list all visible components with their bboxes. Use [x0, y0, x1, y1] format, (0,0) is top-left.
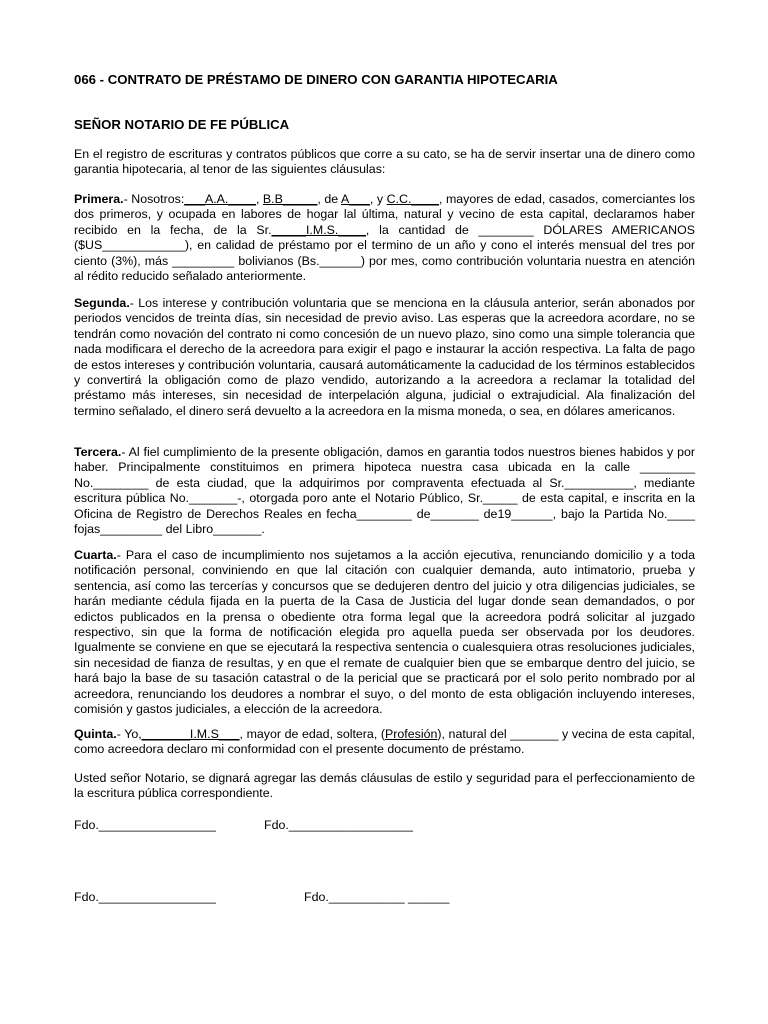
- clause-segunda: [74, 296, 695, 419]
- clause-heading: Segunda.: [74, 296, 130, 310]
- clause-heading: Primera.: [74, 192, 124, 206]
- closing-paragraph: Usted señor Notario, se dignará agregar las demás cláusulas de estilo y seguridad para el perfeccionamiento de la escritura pública correspondiente.: [74, 771, 695, 801]
- clause-text: , y: [369, 192, 387, 206]
- clause-text: , mayores de edad, casados, comerciantes los dos primeros, y ocupada en labores de hogar lal última, natural y vecino de esta capital, declaramos haber recibido en la fecha, de la Sr.: [74, 192, 696, 237]
- clause-heading: Tercera.: [74, 445, 122, 459]
- clause-text: ), natural del _______ y vecina de esta capital, como acreedora declaro mi conformidad con el presente documento de préstamo.: [74, 727, 695, 757]
- intro-paragraph: En el registro de escrituras y contratos públicos que corre a su cato, se ha de servir insertar una de dinero como garantia hipotecaria, al tenor de las siguientes cláusulas:: [74, 147, 695, 177]
- clause-text: - Para el caso de incumplimiento nos sujetamos a la acción ejecutiva, renunciando domicilio y a toda notificación personal, conviniendo en que lal citación con cualquier demanda, auto intimatorio, prueba y sentencia, así como las tercerías y concursos que se dedujeren dentro del juicio y otra diligencias judiciales, se harán mediante cédula fijada en la puerta de la Casa de Justicia del lugar donde sean demandados, o por edictos publicados en la prensa o obediente otra forma legal que la acreedora podrá solicitar al juzgado respectivo, sin que la forma de notificación elegida pro aquella pueda ser observada por los deudores. Igualmente se conviene en que se ejecutará la respectiva sentencia o cualesquiera otras resoluciones judiciales, sin necesidad de fianza de resultas, y en que el remate de cualquier bien que se embarque dentro del juicio, se hará bajo la base de su tasación catastral o de la pericial que se practicará por el solo perito nombrado por al acreedora, renunciando los deudores a nombrar el suyo, o del monto de esta obligación incluyendo intereses, comisión y gastos judiciales, a elección de la acreedora.: [74, 548, 695, 717]
- party-placeholder: ___A.A.____: [184, 192, 256, 206]
- clause-text: ,: [255, 192, 263, 206]
- clause-tercera: [74, 445, 695, 537]
- clause-cuarta: [74, 548, 695, 717]
- clause-heading: Quinta.: [74, 727, 117, 741]
- clause-text: - Al fiel cumplimiento de la presente obligación, damos en garantia todos nuestros bienes habidos y por haber. Principalmente constituimos en primera hipoteca nuestra casa ubicada en la calle ________ No.________ de esta ciudad, que la adquirimos por compraventa efectuada al Sr.__________, mediante escritura pública No._______-, otorgada poro ante el Notario Público, Sr._____ de esta capital, e inscrita en la Oficina de Registro de Derechos Reales en fecha________ de_______ de19______, bajo la Partida No.____ fojas_________ del Libro_______.: [74, 445, 695, 537]
- party-placeholder: C.C.____: [386, 192, 439, 206]
- clause-quinta: [74, 727, 695, 758]
- party-placeholder: ,_______I.M.S___: [138, 727, 240, 741]
- clause-text: , de: [317, 192, 341, 206]
- clause-text: , la cantidad de ________ DÓLARES AMERICANOS ($US____________), en calidad de préstamo por el termino de un año y cono el interés mensual del tres por ciento (3%), más _________ bolivianos (Bs.______) por mes, como contribución voluntaria nuestra en atención al rédito reducido señalado anteriormente.: [74, 222, 695, 284]
- signature-line: Fdo._________________: [74, 890, 216, 904]
- signature-line: Fdo.__________________: [264, 818, 413, 832]
- clause-heading: Cuarta.: [74, 548, 117, 562]
- clause-text: - Los interese y contribución voluntaria que se menciona en la cláusula anterior, serán abonados por periodos vencidos de treinta días, sin necesidad de previo aviso. Las esperas que la acreedora acordare, no se tendrán como novación del contrato ni como concesión de un nuevo plazo, sino como una simple tolerancia que nada modificara el derecho de la acreedora para exigir el pago e instaurar la acción respectiva. La falta de pago de estos intereses y contribución voluntaria, causará automáticamente la caducidad de los términos establecidos y convertirá la obligación como de plazo vendido, autorizando a la acreedora a reclamar la totalidad del préstamo más intereses, sin necesidad de interpelación alguna, judicial o extrajudicial. Ala finalización del termino señalado, el dinero será devuelto a la acreedora en la misma moneda, o sea, en dólares americanos.: [74, 296, 695, 418]
- document-title: 066 - CONTRATO DE PRÉSTAMO DE DINERO CON GARANTIA HIPOTECARIA: [74, 72, 558, 87]
- clause-text: - Yo: [116, 727, 139, 741]
- addressee-heading: SEÑOR NOTARIO DE FE PÚBLICA: [74, 117, 290, 132]
- party-placeholder: _____I.M.S.____: [271, 222, 366, 237]
- clause-text: - Nosotros:: [123, 192, 185, 206]
- clause-text: , mayor de edad, soltera, (: [239, 727, 386, 741]
- profession-placeholder: Profesión: [385, 727, 438, 741]
- party-placeholder: B.B_____: [262, 192, 318, 206]
- signature-line: Fdo.___________ ______: [304, 890, 450, 904]
- signature-line: Fdo._________________: [74, 818, 216, 832]
- party-placeholder: A___: [340, 192, 370, 206]
- clause-primera: [74, 192, 695, 284]
